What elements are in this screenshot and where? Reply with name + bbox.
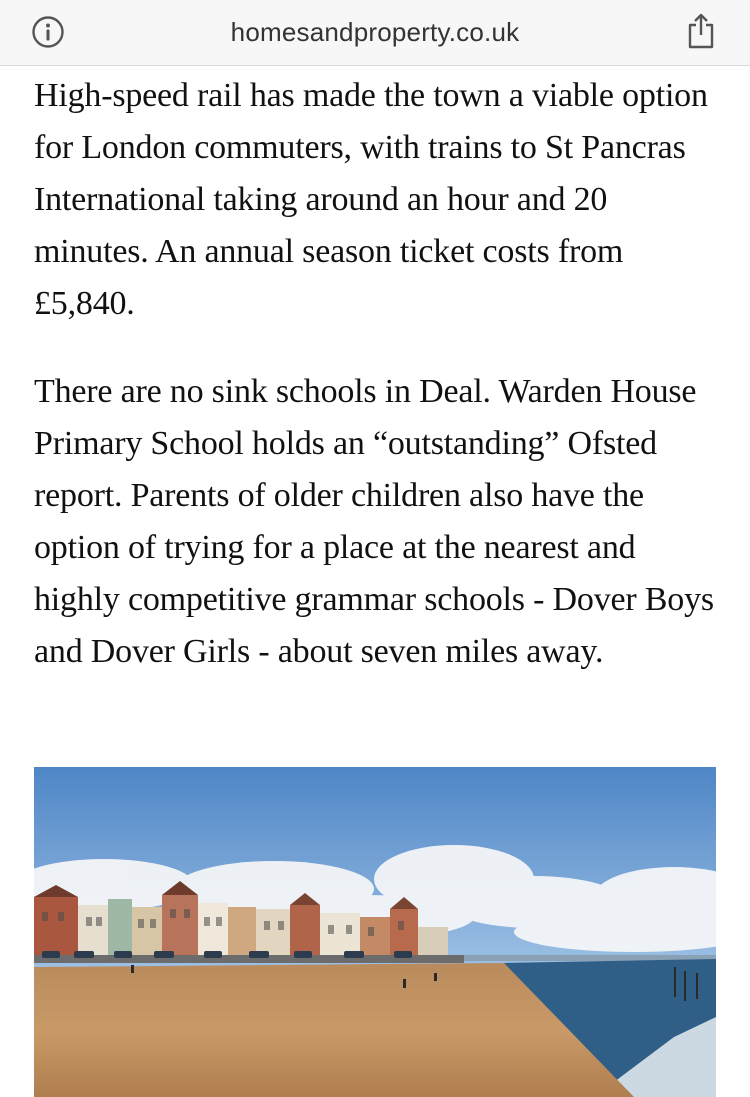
url-bar[interactable]: homesandproperty.co.uk (230, 17, 520, 47)
article-paragraph: High-speed rail has made the town a viable option for London commuters, with trains to St Pancras International taking around an hour and 20 minutes. An annual season ticket costs from £5,840. (34, 77, 708, 322)
article-body (34, 70, 724, 678)
article-paragraph: There are no sink schools in Deal. Warden House Primary School holds an “outstanding” Ofsted report. Parents of older children also have the option of trying for a place at the nearest and highly competitive grammar schools - Dover Boys and Dover Girls - about seven miles away. (34, 373, 714, 670)
share-icon (686, 12, 716, 50)
seafront-illustration (34, 767, 716, 1097)
browser-toolbar (0, 0, 750, 66)
share-button[interactable] (683, 11, 719, 51)
article-photo-deal-seafront (34, 767, 716, 1097)
